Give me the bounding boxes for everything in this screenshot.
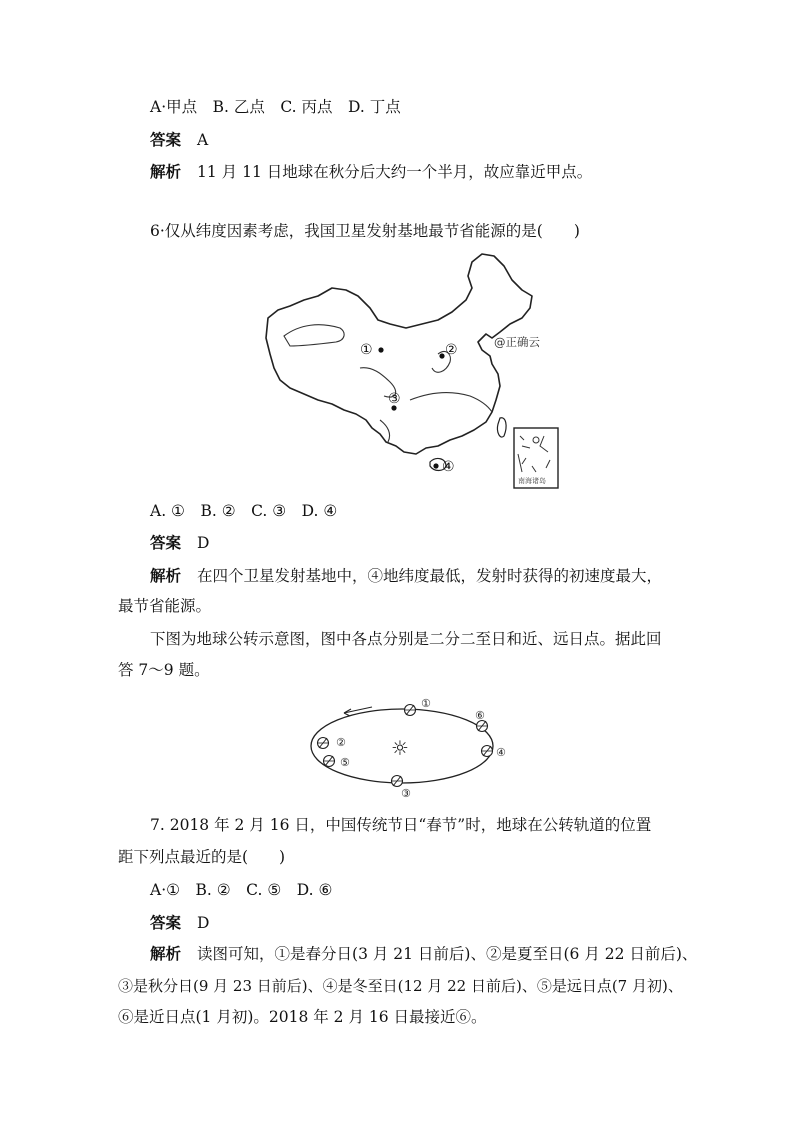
earth-orbit-figure bbox=[300, 693, 515, 805]
inset-mark bbox=[533, 437, 539, 443]
earth-position-2 bbox=[318, 738, 329, 749]
site-dot-4 bbox=[433, 463, 438, 468]
sun-icon: ☼ bbox=[391, 736, 409, 760]
q5-options: A·甲点 B. 乙点 C. 丙点 D. 丁点 bbox=[150, 98, 401, 116]
earth-position-6 bbox=[477, 721, 488, 732]
answer-label: 答案 bbox=[150, 131, 182, 149]
site-dot-2 bbox=[439, 353, 444, 358]
earth-position-5 bbox=[324, 756, 335, 767]
q5-analysis bbox=[150, 162, 592, 182]
analysis-label: 解析 bbox=[150, 163, 182, 181]
point-label-2: ② bbox=[336, 736, 346, 749]
q7-analysis-line-2: ③是秋分日(9 月 23 日前后)、④是冬至日(12 月 22 日前后)、⑤是远日点(7 月初)、 bbox=[118, 977, 683, 995]
point-label-4: ④ bbox=[496, 746, 506, 759]
point-label-5: ⑤ bbox=[340, 756, 350, 769]
answer-value: A bbox=[197, 131, 209, 149]
answer-label: 答案 bbox=[150, 914, 182, 932]
inset-label: 南海诸岛 bbox=[518, 477, 546, 485]
q5-answer bbox=[150, 130, 208, 150]
earth-position-4 bbox=[482, 746, 493, 757]
intro-line-2: 答 7～9 题。 bbox=[118, 661, 210, 679]
q7-options: A·① B. ② C. ⑤ D. ⑥ bbox=[150, 881, 333, 899]
point-label-6: ⑥ bbox=[475, 709, 485, 722]
earth-position-1 bbox=[405, 705, 416, 716]
q6-answer bbox=[150, 533, 209, 553]
china-map-figure bbox=[260, 250, 565, 495]
analysis-text: 在四个卫星发射基地中，④地纬度最低，发射时获得的初速度最大， bbox=[197, 567, 663, 585]
analysis-text: 11 月 11 日地球在秋分后大约一个半月，故应靠近甲点。 bbox=[197, 163, 593, 181]
site-dot-1 bbox=[378, 347, 383, 352]
site-label-3: ③ bbox=[388, 391, 401, 407]
analysis-label: 解析 bbox=[150, 567, 182, 585]
china-outline bbox=[266, 254, 532, 454]
q6-analysis-line-1 bbox=[150, 566, 662, 586]
answer-label: 答案 bbox=[150, 534, 182, 552]
q6-options: A. ① B. ② C. ③ D. ④ bbox=[150, 502, 338, 520]
watermark-text: @正确云 bbox=[494, 335, 540, 349]
answer-value: D bbox=[197, 534, 210, 552]
taiwan-island bbox=[497, 418, 506, 437]
q7-analysis-line-1 bbox=[150, 944, 697, 964]
point-label-3: ③ bbox=[401, 787, 411, 800]
site-label-4: ④ bbox=[442, 459, 455, 475]
earth-position-3 bbox=[392, 776, 403, 787]
q6-stem: 6·仅从纬度因素考虑，我国卫星发射基地最节省能源的是( ) bbox=[150, 222, 580, 240]
province-lines bbox=[284, 325, 492, 442]
site-label-2: ② bbox=[445, 342, 458, 358]
inset-lines bbox=[518, 436, 550, 472]
analysis-text: 读图可知，①是春分日(3 月 21 日前后)、②是夏至日(6 月 22 日前后)、 bbox=[197, 945, 698, 963]
q7-analysis-line-3: ⑥是近日点(1 月初)。2018 年 2 月 16 日最接近⑥。 bbox=[118, 1008, 487, 1026]
site-label-1: ① bbox=[360, 342, 373, 358]
q7-answer bbox=[150, 913, 209, 933]
q7-stem-line-1: 7. 2018 年 2 月 16 日，中国传统节日“春节”时，地球在公转轨道的位置 bbox=[150, 816, 652, 834]
q6-analysis-line-2: 最节省能源。 bbox=[118, 597, 212, 615]
answer-value: D bbox=[197, 914, 210, 932]
analysis-label: 解析 bbox=[150, 945, 182, 963]
q7-stem-line-2: 距下列点最近的是( ) bbox=[118, 848, 286, 866]
point-label-1: ① bbox=[421, 697, 431, 710]
intro-line-1: 下图为地球公转示意图，图中各点分别是二分二至日和近、远日点。据此回 bbox=[150, 630, 662, 648]
